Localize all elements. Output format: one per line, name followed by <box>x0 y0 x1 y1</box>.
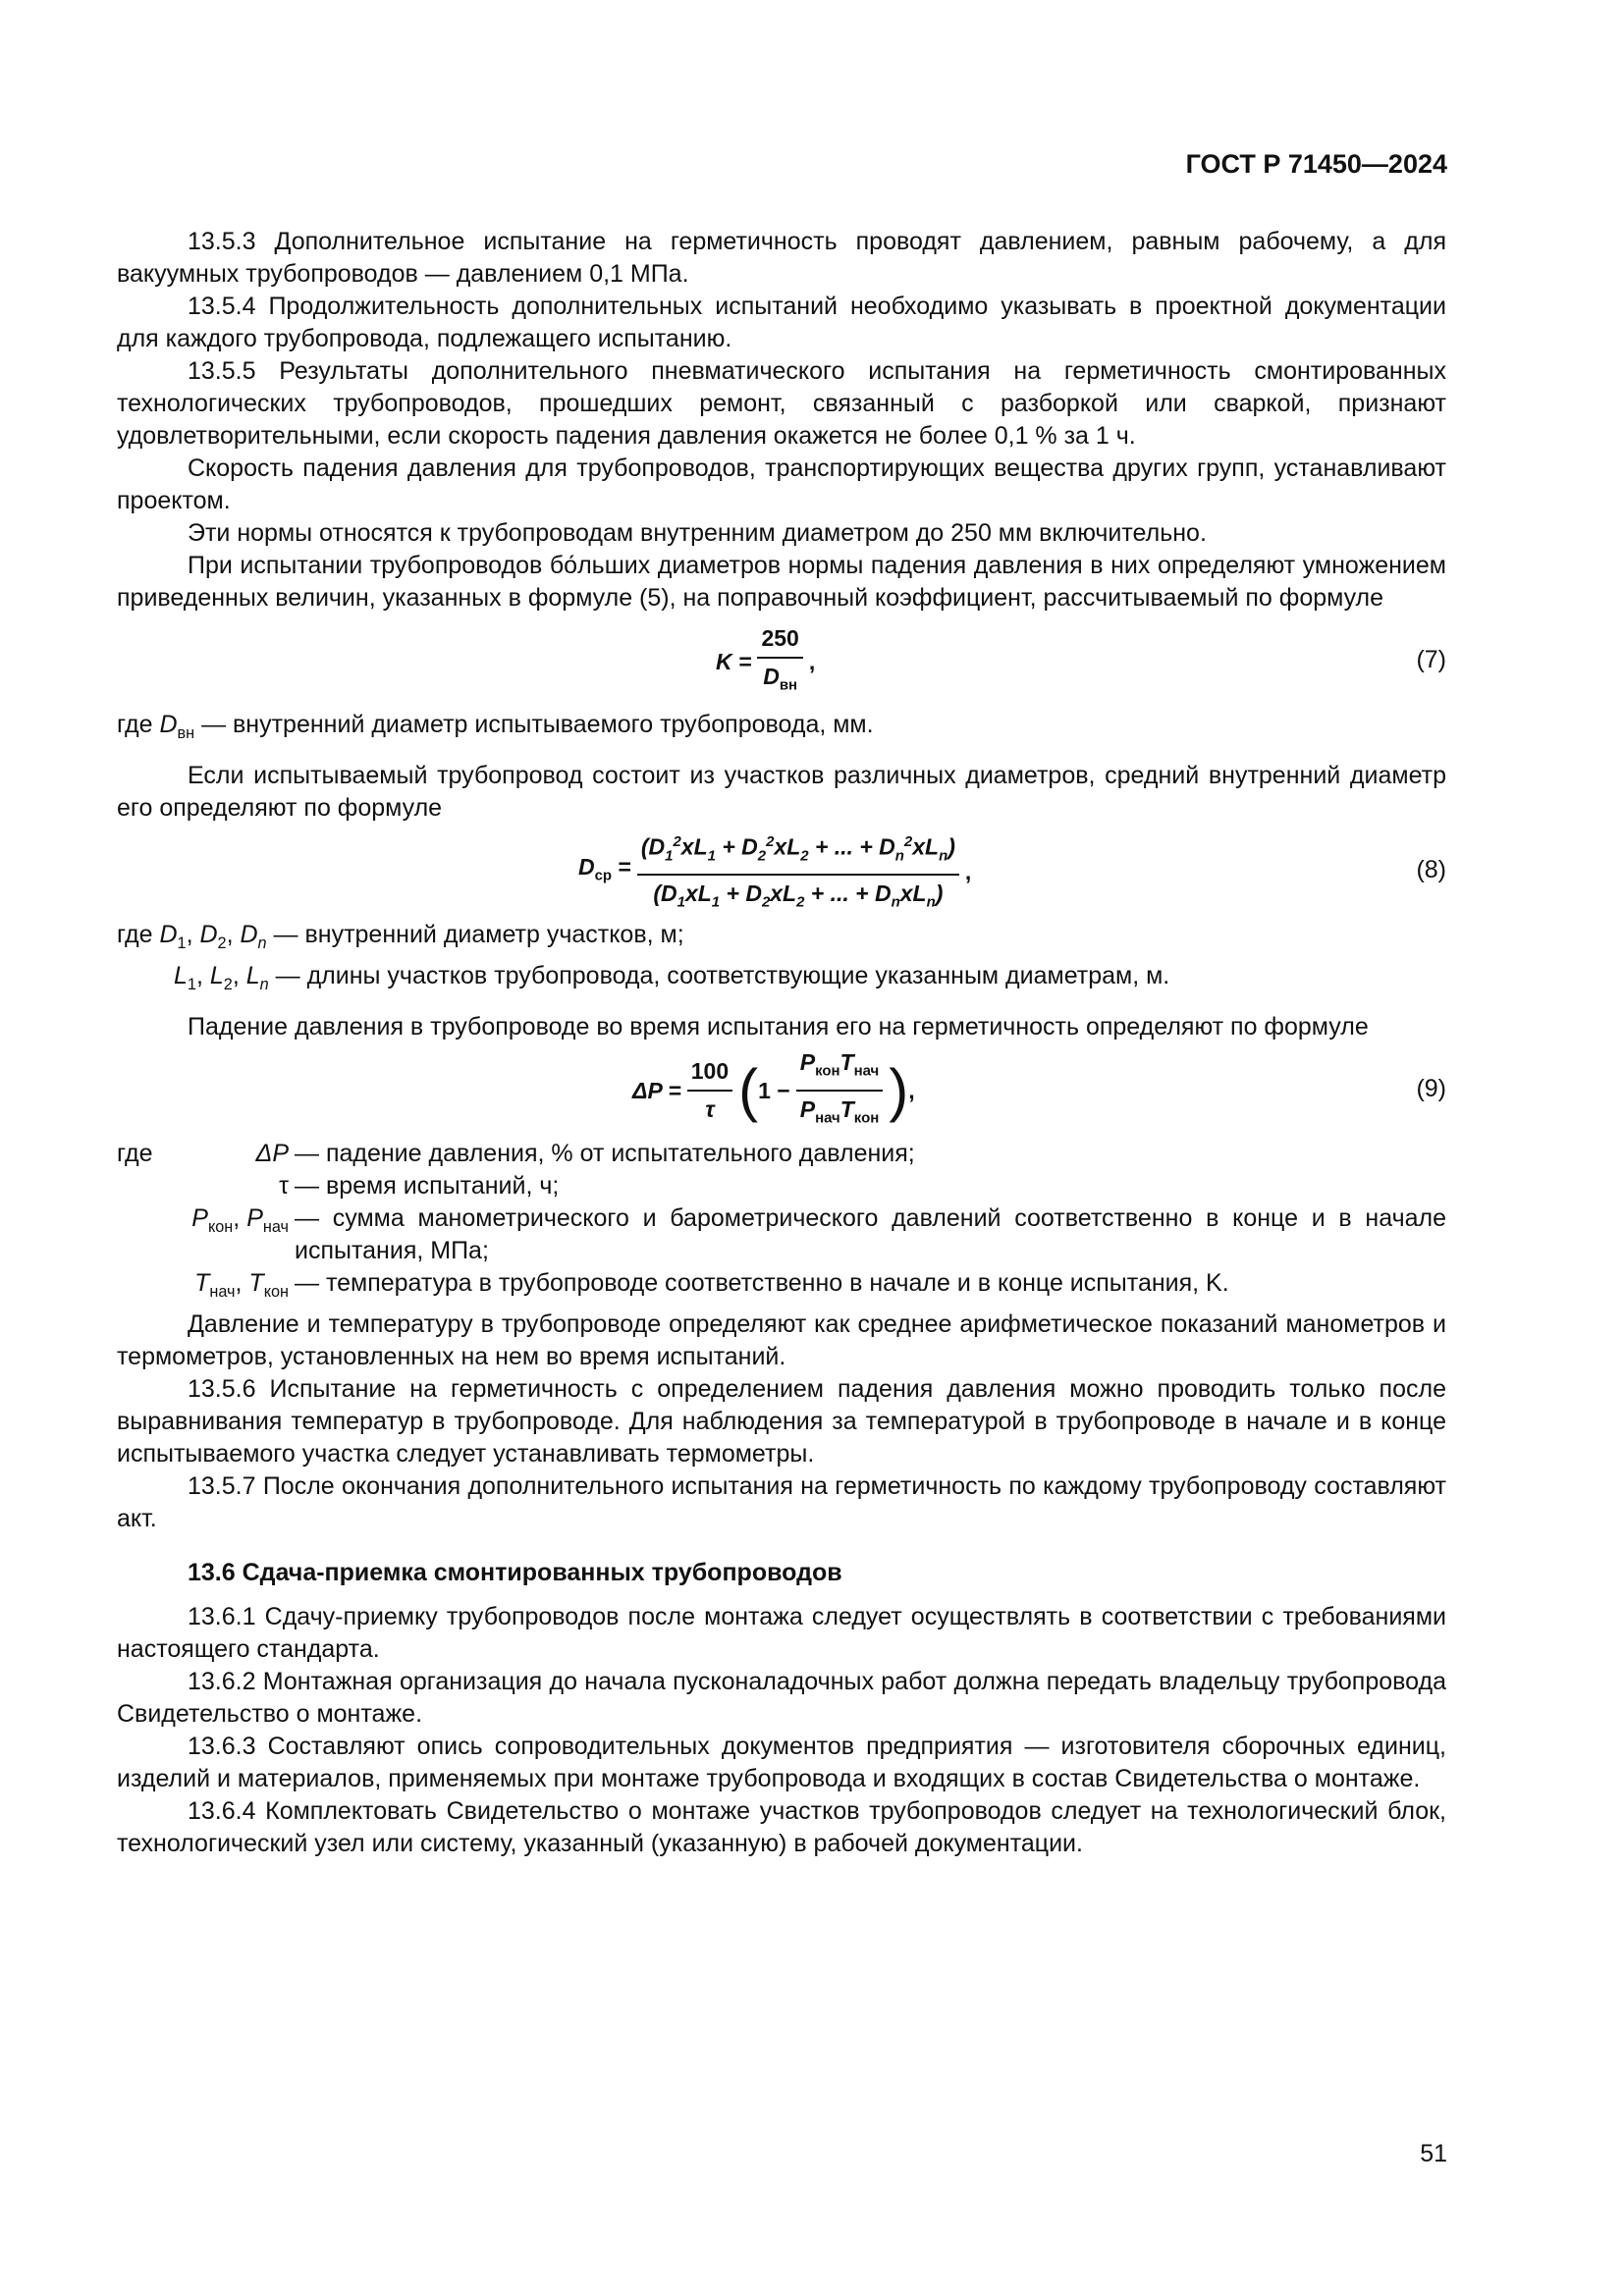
numerator: $P_{кон}T_{нач}$ <box>796 1046 883 1092</box>
formula-7: K = $\frac{250}{D_{вн}}$ , (7) <box>117 622 1446 701</box>
formula-number: (8) <box>1416 856 1446 883</box>
fraction <box>637 826 959 919</box>
standard-header: ГОСТ Р 71450—2024 <box>1185 149 1447 179</box>
definition-row: τ — время испытаний, ч; <box>279 1172 560 1200</box>
paragraph: 13.5.7 После окончания дополнительного испытания на герметичность по каждому трубопроводу составляют акт. <box>117 1472 1446 1532</box>
paragraph: 13.6.3 Составляют опись сопроводительных документов предприятия — изготовителя сборочных единиц, изделий и материалов, применяемых при монтаже трубопровода и входящих в состав Свидетельства о монтаже. <box>117 1733 1446 1792</box>
paragraph: При испытании трубопроводов бо́льших диаметров нормы падения давления в них определяют умножением приведенных величин, указанных в формуле (5), на поправочный коэффициент, рассчитываемый по формуле <box>117 552 1446 612</box>
paragraph: 13.5.6 Испытание на герметичность с определением падения давления можно проводить только после выравнивания температур в трубопроводе. Для наблюдения за температурой в трубопроводе в начале и в конце испытываемого участка следует устанавливать термометры. <box>117 1375 1446 1468</box>
paragraph: Эти нормы относятся к трубопроводам внутренним диаметром до 250 мм включительно. <box>188 519 1207 547</box>
paragraph: 13.6.2 Монтажная организация до начала пусконаладочных работ должна передать владельцу трубопровода Свидетельство о монтаже. <box>117 1668 1446 1728</box>
definition-row: $P_{кон}$, $P_{нач}$ — сумма манометрического и барометрического давлений соответственно в конце и в начале испытания, МПа; <box>191 1204 1446 1264</box>
definition-row: $T_{нач}$, $T_{кон}$ — температура в трубопроводе соответственно в начале и в конце испытания, K. <box>194 1269 1229 1301</box>
where-definition: где $D_1$, $D_2$, $D_n$ — внутренний диаметр участков, м; <box>117 921 684 952</box>
formula-number: (7) <box>1416 646 1446 673</box>
paragraph: 13.6.4 Комплектовать Свидетельство о монтаже участков трубопроводов следует на технологический блок, технологический узел или систему, указанный (указанную) в рабочей документации. <box>117 1797 1446 1857</box>
where-definition: где $D_{вн}$ — внутренний диаметр испытываемого трубопровода, мм. <box>117 711 874 742</box>
fraction <box>757 622 802 702</box>
numerator: ($D_1^2xL_1 + D_2^2xL_2$ + ... + $D_n^2xL_n$) <box>637 826 959 876</box>
where-definition: $L_1$, $L_2$, $L_n$ — длины участков трубопровода, соответствующие указанным диаметрам, м. <box>174 962 1170 993</box>
formula-lhs: ΔP = <box>632 1077 681 1103</box>
paragraph: Падение давления в трубопроводе во время испытания его на герметичность определяют по формуле <box>188 1013 1369 1041</box>
paragraph: 13.5.3 Дополнительное испытание на герметичность проводят давлением, равным рабочему, а для вакуумных трубопроводов — давлением 0,1 МПа. <box>117 228 1446 288</box>
page-number: 51 <box>1420 2140 1447 2167</box>
formula-9: ΔP = $\frac{100}{\tau}$ ( 1 − $\frac{P_{кон}T_{нач}}{P_{нач}T_{кон}}$ ) , (9) <box>117 1051 1446 1130</box>
document-body <box>117 226 1446 1860</box>
numerator: 250 <box>757 622 802 659</box>
paragraph: 13.6.1 Сдачу-приемку трубопроводов после монтажа следует осуществлять в соответствии с требованиями настоящего стандарта. <box>117 1603 1446 1663</box>
denominator: $D_{вн}$ <box>763 663 798 694</box>
paragraph: Если испытываемый трубопровод состоит из участков различных диаметров, средний внутренний диаметр его определяют по формуле <box>117 762 1446 822</box>
paragraph: Скорость падения давления для трубопроводов, транспортирующих вещества других групп, устанавливают проектом. <box>117 454 1446 514</box>
numerator: 100 <box>687 1055 732 1092</box>
denominator: ($D_1xL_1 + D_2xL_2$ + ... + $D_nxL_n$) <box>653 880 944 911</box>
fraction <box>796 1046 883 1134</box>
fraction <box>687 1055 732 1126</box>
paragraph: 13.5.5 Результаты дополнительного пневматического испытания на герметичность смонтированных технологических трубопроводов, прошедших ремонт, связанный с разборкой или сваркой, признают удовлетворительными, если скорость падения давления окажется не более 0,1 % за 1 ч. <box>117 357 1446 450</box>
section-heading: 13.6 Сдача-приемка смонтированных трубопроводов <box>188 1559 842 1586</box>
paragraph: Давление и температуру в трубопроводе определяют как среднее арифметическое показаний манометров и термометров, установленных на нем во время испытаний. <box>117 1310 1446 1370</box>
paragraph: 13.5.4 Продолжительность дополнительных испытаний необходимо указывать в проектной документации для каждого трубопровода, подлежащего испытанию. <box>117 293 1446 352</box>
definition-row: где ΔP — падение давления, % от испытательного давления; <box>117 1140 915 1167</box>
formula-number: (9) <box>1416 1075 1446 1102</box>
denominator: τ <box>705 1096 715 1122</box>
formula-lhs: K = <box>716 648 752 674</box>
denominator: $P_{нач}T_{кон}$ <box>799 1096 880 1127</box>
formula-8: $D_{ср}$ = $\frac{(D_1^2xL_1 + D_2^2xL_2 + ... + D_n^2xL_n)}{(D_1xL_1 + D_2xL_2 + ... + D_nxL_n)}$ , (8) <box>117 832 1446 911</box>
